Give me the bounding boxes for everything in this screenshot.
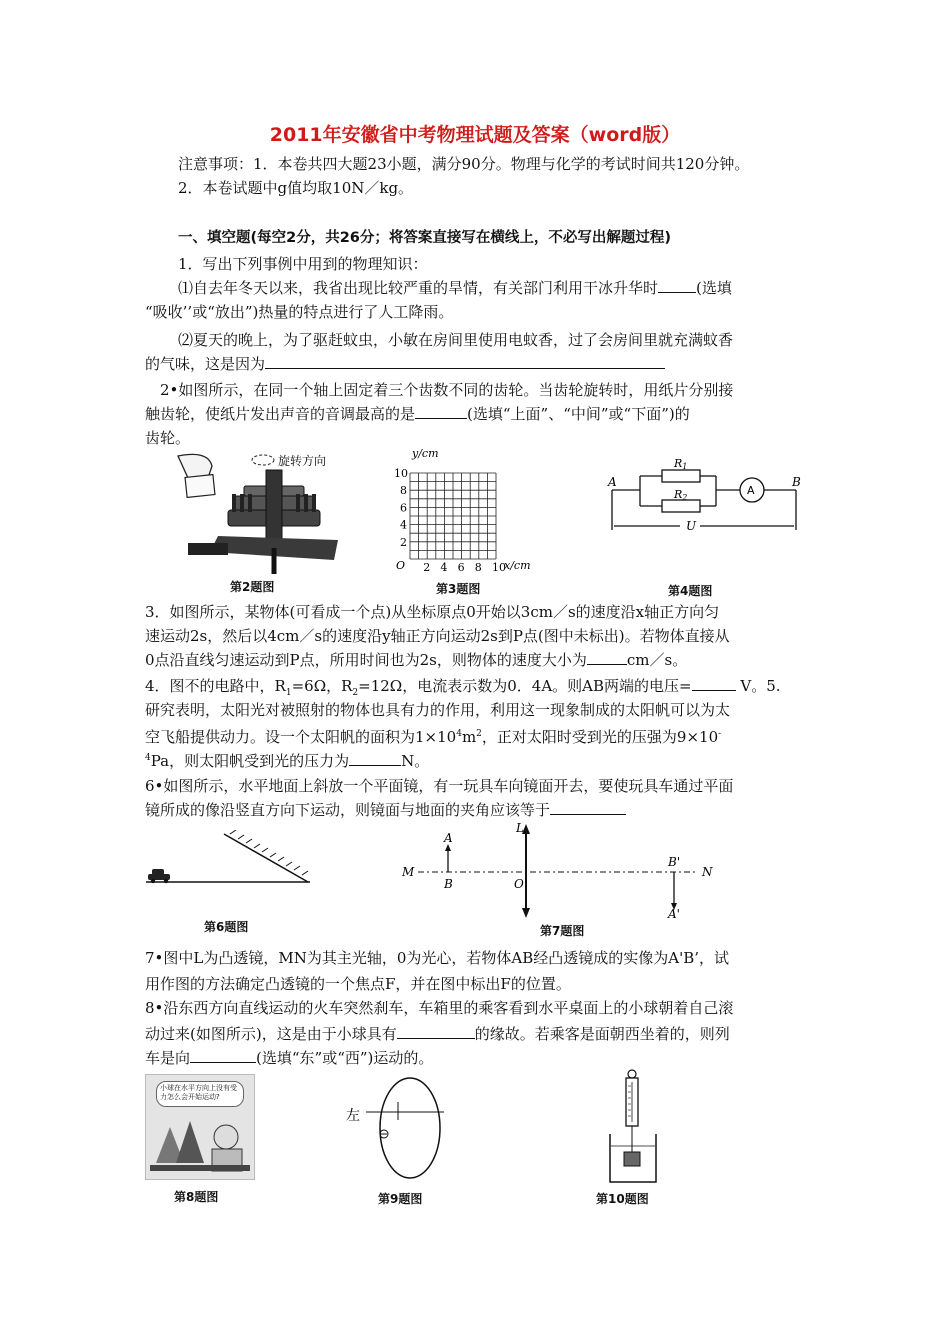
q8-text-3: 车是向 [145,1049,191,1067]
document-title: 2011年安徽省中考物理试题及答案（word版） [269,124,681,146]
q2-text: 触齿轮，使纸片发出声音的音调最高的是 [145,405,416,423]
note-1: 注意事项：1．本卷共四大题23小题，满分90分。物理与化学的考试时间共120分钟。 [178,155,750,173]
q4-text-3: =12Ω，电流表示数为0．4A。则AB两端的电压= [358,677,692,695]
q8-text-2: 的缘故。若乘客是面朝西坐着的，则列 [474,1025,730,1043]
q2-text-b: (选填“上面”、“中间”或“下面”)的 [467,405,690,423]
q8-text-4: (选填“东”或“西”)运动的。 [256,1049,434,1067]
ammeter-icon: A [747,484,755,497]
q1-part1-text: ⑴自去年冬天以来，我省出现比较严重的旱情，有关部门利用干冰升华时 [178,279,659,297]
toy-car-icon [148,869,170,883]
fig8-caption: 第8题图 [174,1190,219,1204]
q8-line2 [145,1022,730,1046]
fig8-speech-bubble: 小球在水平方向上没有受力怎么会开始运动? [156,1081,244,1107]
fig4-label-r2: R2 [674,488,688,502]
q7-line1: 7•图中L为凸透镜，MN为其主光轴，0为光心，若物体AB经凸透镜成的实像为A'B’，试 [145,949,729,967]
q3-text: 0点沿直线匀速运动到P点，所用时间也为2s，则物体的速度大小为 [145,651,587,669]
fig7-label-n: N [702,865,713,879]
section-1-heading: 一、填空题(每空2分，共26分；将答案直接写在横线上，不必写出解题过程) [178,230,672,246]
q5-line2: 空飞船提供动力。设一个太阳帆的面积为$1\times 10^4m^2$，正对太阳时受到光的压强为9×10- [145,728,722,746]
q8-blank-2[interactable] [190,1047,256,1063]
fig7-lens [398,820,718,920]
q1-part2-text: 的气味，这是因为 [145,355,266,373]
fig4-circuit [600,456,810,536]
q7-line2: 用作图的方法确定凸透镜的一个焦点F，并在图中标出F的位置。 [145,975,571,993]
fig8-cartoon-image [145,1074,255,1180]
q2-line2 [145,402,690,426]
q1-part2-line2 [145,352,665,376]
fig7-label-a-prime: A' [668,907,680,920]
q6-text: 镜所成的像沿竖直方向下运动，则镜面与地面的夹角应该等于 [145,801,551,819]
fig7-label-b-prime: B' [668,855,681,869]
rotation-arrow-icon [250,452,276,468]
fig3-xtick: 2 [423,561,431,574]
fig7-caption: 第7题图 [540,924,585,938]
q6-line1: 6•如图所示，水平地面上斜放一个平面镜，有一玩具车向镜面开去，要使玩具车通过平面 [145,777,734,795]
fig3-caption: 第3题图 [436,582,481,596]
fig4-caption: 第4题图 [668,584,713,598]
q4-text-4: V。5. [740,677,781,695]
q3-blank[interactable] [587,649,627,665]
q3-line1: 3．如图所示，某物体(可看成一个点)从坐标原点0开始以3cm／s的速度沿x轴正方向匀 [145,603,720,621]
q4-line: 4．图不的电路中，$R_1=6\Omega$，$R_2=12\Omega$，电流表示数为0．4A。则AB两端的电压= V。5. [145,677,781,698]
fig7-label-l: L [516,821,524,835]
fig6-mirror [140,830,320,890]
fig3-ytick: 2 [400,535,407,549]
fig3-xtick: 4 [440,561,448,574]
fig3-ytick: 10 [394,467,408,480]
fig10-spring-scale [600,1068,670,1186]
fig3-ylabel: y/cm [412,447,439,460]
q2-blank[interactable] [415,403,467,419]
fig9-label-left: 左 [346,1108,360,1124]
fig2-rotation-label: 旋转方向 [278,454,327,468]
q1-part1-line2: “吸收’’或“放出”)热量的特点进行了人工降雨。 [145,303,454,321]
q5-line3: $^4$Pa，则太阳帆受到光的压力为 N。 [145,752,430,770]
fig4-label-b: B [792,475,801,489]
q5-text-3: ，正对太阳时受到光的压强为9×10 [481,728,719,746]
fig3-grid [388,447,558,577]
q8-blank-1[interactable] [397,1023,475,1039]
fig4-label-u: U [686,519,697,533]
fig2-caption: 第2题图 [230,580,275,594]
q1-intro: 1．写出下列事例中用到的物理知识： [178,255,428,273]
q4-blank[interactable] [692,675,736,691]
fig3-xtick: 10 [492,561,506,574]
fig3-xlabel: x/cm [504,559,531,572]
q1-part2-blank[interactable] [265,353,665,369]
q6-line2 [145,798,626,822]
q3-unit: cm／s。 [626,651,688,669]
q5-blank[interactable] [349,750,401,766]
fig3-ytick: 8 [400,484,407,498]
q2-line3: 齿轮。 [145,429,191,447]
fig9-loop [340,1072,480,1182]
q5-text-4: Pa，则太阳帆受到光的压力为 [150,752,350,770]
fig6-caption: 第6题图 [204,920,249,934]
q4-text-1: 4．图不的电路中，R [145,677,286,695]
fig7-label-o: O [514,877,524,891]
q1-part1-blank[interactable] [658,277,696,293]
fig3-origin: O [396,559,406,572]
fig7-label-a: A [444,831,453,845]
q4-text-2: =6Ω，R [291,677,353,695]
q1-part2-line1: ⑵夏天的晚上，为了驱赶蚊虫，小敏在房间里使用电蚊香，过了会房间里就充满蚊香 [178,331,734,349]
fig3-xtick: 8 [474,561,482,574]
note-2: 2．本卷试题中g值均取10N／kg。 [178,179,414,197]
fig7-label-m: M [402,865,415,879]
fig9-caption: 第9题图 [378,1192,423,1206]
q5-text-1: 空飞船提供动力。设一个太阳帆的面积为1×10 [145,728,457,746]
q8-line1: 8•沿东西方向直线运动的火车突然刹车，车箱里的乘客看到水平桌面上的小球朝着自己滚 [145,999,734,1017]
q8-line3 [145,1046,433,1070]
fig10-caption: 第10题图 [596,1192,649,1206]
fig3-ytick: 6 [400,501,407,515]
fig7-label-b: B [444,877,453,891]
q5-text-2: m [461,728,477,746]
fig4-label-r1: R1 [674,457,688,471]
q8-text-1: 动过来(如图所示)，这是由于小球具有 [145,1025,397,1043]
q2-line1: 2•如图所示，在同一个轴上固定着三个齿数不同的齿轮。当齿轮旋转时，用纸片分别接 [160,381,734,399]
q6-blank[interactable] [550,799,626,815]
q1-part1-text-b: (选填 [696,279,732,297]
q3-line2: 速运动2s，然后以4cm／s的速度沿y轴正方向运动2s到P点(图中未标出)。若物体直接从 [145,627,730,645]
q5-line1: 研究表明，太阳光对被照射的物体也具有力的作用，利用这一现象制成的太阳帆可以为太 [145,701,731,719]
fig3-xtick: 6 [457,561,465,574]
fig4-label-a: A [608,475,617,489]
q1-part1-line1 [178,276,732,300]
q3-line3 [145,648,687,672]
q5-text-5: N。 [401,752,430,770]
fig3-ytick: 4 [400,518,407,532]
